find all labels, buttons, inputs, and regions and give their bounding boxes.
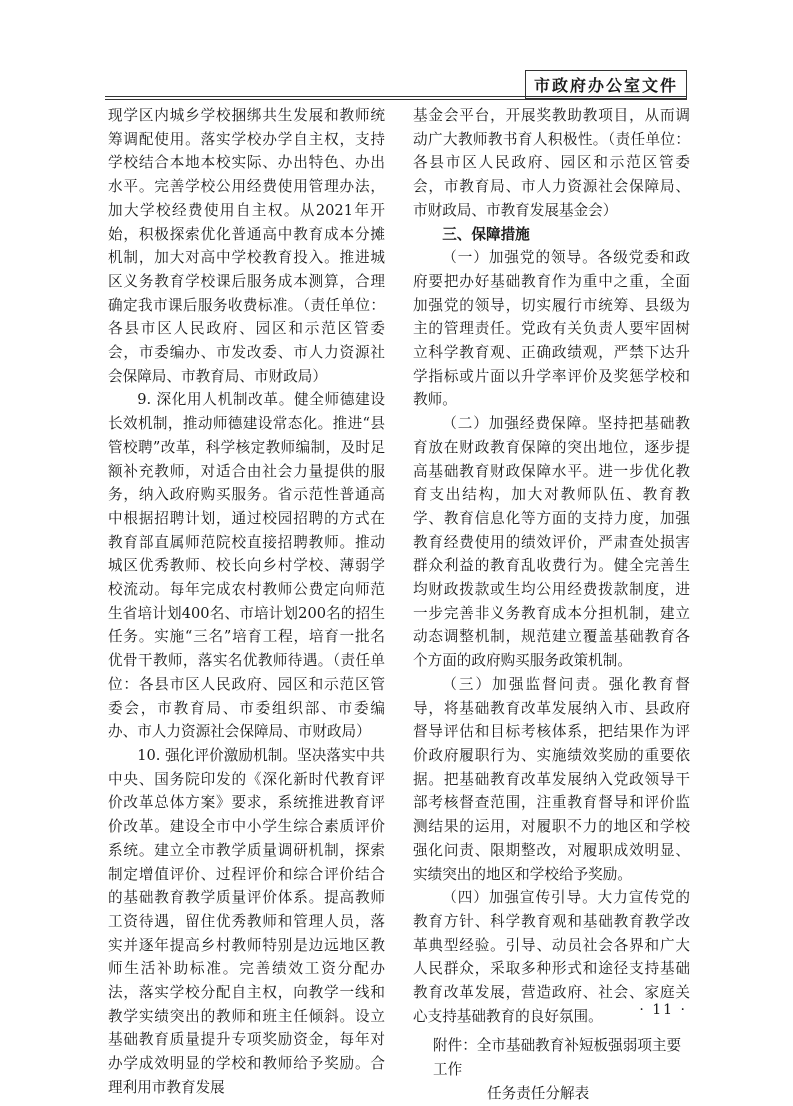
section-heading: 三、保障措施 — [442, 225, 530, 243]
paragraph: （二）加强经费保障。坚持把基础教育放在财政教育保障的突出地位，逐步提高基础教育财政保障水平。进一步优化教育支出结构，加大对教师队伍、教育教学、教育信息化等方面的支持力度，加强教育经费使用的绩效评价，严肃查处损害群众利益的教育乱收费行为。健全完善生均财政拨款或生均公用经费拨款制度，进一步完善非义务教育成本分担机制，建立动态调整机制，规范建立覆盖基础教育各个方面的政府购买服务政策机制。 — [413, 415, 690, 670]
paragraph: 现学区内城乡学校捆绑共生发展和教师统筹调配使用。落实学校办学自主权，支持学校结合本地本校实际、办出特色、办出水平。完善学校公用经费使用管理办法，加大学校经费使用自主权。从2021年开始，积极探索优化普通高中教育成本分摊机制，加大对高中学校教育投入。推进城区义务教育学校课后服务成本测算，合理确定我市课后服务收费标准。（责任单位：各县市区人民政府、园区和示范区管委会，市委编办、市发改委、市人力资源社会保障局、市教育局、市财政局） — [108, 107, 385, 385]
left-column — [108, 104, 385, 1096]
header-rule — [105, 96, 687, 100]
paragraph: 10. 强化评价激励机制。坚决落实中共中央、国务院印发的《深化新时代教育评价改革总体方案》要求，系统推进教育评价改革。建设全市中小学生综合素质评价系统。建立全市教学质量调研机制，探索制定增值评价、过程评价和综合评价结合的基础教育教学质量评价体系。提高教师工资待遇，留住优秀教师和管理人员，落实并逐年提高乡村教师特别是边远地区教师生活补助标准。完善绩效工资分配办法，落实学校分配自主权，向教学一线和教学实绩突出的教师和班主任倾斜。设立基础教育质量提升专项奖励资金，每年对办学成效明显的学校和教师给予奖励。合理利用市教育发展 — [108, 746, 385, 1096]
attachment-line: 附件：全市基础教育补短板强弱项主要工作 — [433, 1037, 682, 1079]
attachment-line: 任务责任分解表 — [487, 1085, 590, 1103]
document-category-label: 市政府办公室文件 — [525, 70, 687, 99]
paragraph: （三）加强监督问责。强化教育督导，将基础教育改革发展纳入市、县政府督导评估和目标考核体系，把结果作为评价政府履职行为、实施绩效奖励的重要依据。把基础教育改革发展纳入党政领导干部考核督查范围，注重教育督导和评价监测结果的运用，对履职不力的地区和学校强化问责、限期整改，对履职成效明显、实绩突出的地区和学校给予奖励。 — [413, 675, 690, 883]
page-number: · 11 · — [639, 1002, 687, 1018]
paragraph: （四）加强宣传引导。大力宣传党的教育方针、科学教育观和基础教育教学改革典型经验。引导、动员社会各界和广大人民群众，采取多种形式和途径支持基础教育改革发展，营造政府、社会、家庭关心支持基础教育的良好氛围。 — [413, 889, 690, 1025]
attachment-note — [413, 1034, 690, 1106]
paragraph: 9. 深化用人机制改革。健全师德建设长效机制，推动师德建设常态化。推进“县管校聘”改革，科学核定教师编制，及时足额补充教师，对适合由社会力量提供的服务，纳入政府购买服务。省示范性普通高中根据招聘计划，通过校园招聘的方式在教育部直属师范院校直接招聘教师。推动城区优秀教师、校长向乡村学校、薄弱学校流动。每年完成农村教师公费定向师范生省培计划400名、市培计划200名的招生任务。实施“三名”培育工程，培育一批名优骨干教师，落实名优教师待遇。（责任单位：各县市区人民政府、园区和示范区管委会，市教育局、市委组织部、市委编办、市人力资源社会保障局、市财政局） — [108, 391, 385, 741]
paragraph: （一）加强党的领导。各级党委和政府要把办好基础教育作为重中之重，全面加强党的领导，切实履行市统筹、县级为主的管理责任。党政有关负责人要牢固树立科学教育观、正确政绩观，严禁下达升学指标或片面以升学率评价及奖惩学校和教师。 — [413, 249, 690, 409]
paragraph: 基金会平台，开展奖教助教项目，从而调动广大教师教书育人积极性。（责任单位：各县市区人民政府、园区和示范区管委会，市教育局、市人力资源社会保障局、市财政局、市教育发展基金会） — [413, 107, 690, 219]
